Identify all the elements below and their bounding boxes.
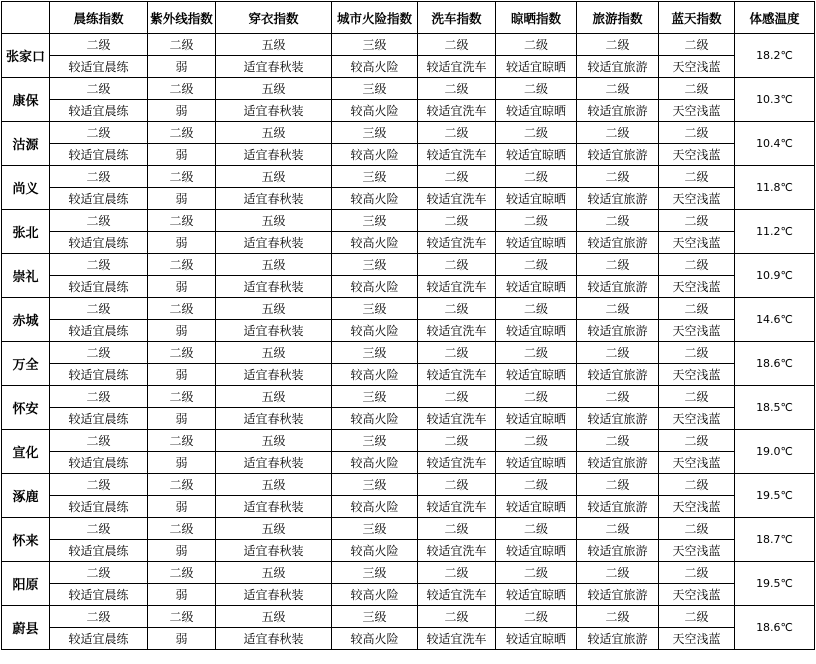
morning-exercise-description: 较适宜晨练 (50, 144, 148, 166)
morning-exercise-grade: 二级 (50, 298, 148, 320)
drying-description: 较适宜晾晒 (496, 144, 577, 166)
fire-risk-description: 较高火险 (332, 408, 418, 430)
morning-exercise-description: 较适宜晨练 (50, 540, 148, 562)
feels-like-temperature: 18.7℃ (735, 518, 815, 562)
morning-exercise-grade: 二级 (50, 122, 148, 144)
header-blue-sky: 蓝天指数 (659, 2, 735, 34)
car-wash-description: 较适宜洗车 (418, 584, 496, 606)
drying-description: 较适宜晾晒 (496, 584, 577, 606)
car-wash-grade: 二级 (418, 474, 496, 496)
city-name: 康保 (2, 78, 50, 122)
blue-sky-description: 天空浅蓝 (659, 100, 735, 122)
car-wash-description: 较适宜洗车 (418, 408, 496, 430)
city-row-descriptions (2, 276, 815, 298)
drying-description: 较适宜晾晒 (496, 452, 577, 474)
fire-risk-grade: 三级 (332, 606, 418, 628)
header-row (2, 2, 815, 34)
travel-grade: 二级 (577, 298, 659, 320)
fire-risk-description: 较高火险 (332, 232, 418, 254)
dressing-description: 适宜春秋装 (216, 496, 332, 518)
car-wash-description: 较适宜洗车 (418, 144, 496, 166)
travel-description: 较适宜旅游 (577, 232, 659, 254)
uv-description: 弱 (148, 364, 216, 386)
fire-risk-description: 较高火险 (332, 276, 418, 298)
fire-risk-grade: 三级 (332, 254, 418, 276)
feels-like-temperature: 19.5℃ (735, 562, 815, 606)
city-row-descriptions (2, 628, 815, 650)
city-name: 阳原 (2, 562, 50, 606)
car-wash-description: 较适宜洗车 (418, 276, 496, 298)
city-row-grades (2, 298, 815, 320)
car-wash-grade: 二级 (418, 254, 496, 276)
city-row-grades (2, 210, 815, 232)
blue-sky-description: 天空浅蓝 (659, 276, 735, 298)
morning-exercise-grade: 二级 (50, 430, 148, 452)
car-wash-grade: 二级 (418, 518, 496, 540)
car-wash-description: 较适宜洗车 (418, 100, 496, 122)
morning-exercise-grade: 二级 (50, 518, 148, 540)
city-name: 万全 (2, 342, 50, 386)
car-wash-grade: 二级 (418, 122, 496, 144)
drying-description: 较适宜晾晒 (496, 320, 577, 342)
header-feels-like: 体感温度 (735, 2, 815, 34)
car-wash-description: 较适宜洗车 (418, 320, 496, 342)
dressing-description: 适宜春秋装 (216, 452, 332, 474)
city-row-grades (2, 562, 815, 584)
fire-risk-grade: 三级 (332, 430, 418, 452)
travel-grade: 二级 (577, 78, 659, 100)
uv-grade: 二级 (148, 430, 216, 452)
morning-exercise-description: 较适宜晨练 (50, 232, 148, 254)
uv-description: 弱 (148, 452, 216, 474)
corner-cell (2, 2, 50, 34)
dressing-description: 适宜春秋装 (216, 232, 332, 254)
city-row-grades (2, 518, 815, 540)
uv-grade: 二级 (148, 298, 216, 320)
morning-exercise-grade: 二级 (50, 606, 148, 628)
blue-sky-description: 天空浅蓝 (659, 188, 735, 210)
travel-grade: 二级 (577, 210, 659, 232)
dressing-grade: 五级 (216, 562, 332, 584)
travel-description: 较适宜旅游 (577, 496, 659, 518)
feels-like-temperature: 19.5℃ (735, 474, 815, 518)
city-row-descriptions (2, 144, 815, 166)
city-row-descriptions (2, 496, 815, 518)
dressing-grade: 五级 (216, 210, 332, 232)
blue-sky-grade: 二级 (659, 562, 735, 584)
travel-description: 较适宜旅游 (577, 56, 659, 78)
table-body (2, 34, 815, 650)
morning-exercise-grade: 二级 (50, 474, 148, 496)
dressing-grade: 五级 (216, 474, 332, 496)
morning-exercise-description: 较适宜晨练 (50, 364, 148, 386)
blue-sky-description: 天空浅蓝 (659, 364, 735, 386)
drying-grade: 二级 (496, 562, 577, 584)
uv-grade: 二级 (148, 254, 216, 276)
blue-sky-description: 天空浅蓝 (659, 408, 735, 430)
city-name: 怀安 (2, 386, 50, 430)
blue-sky-description: 天空浅蓝 (659, 320, 735, 342)
dressing-grade: 五级 (216, 518, 332, 540)
drying-grade: 二级 (496, 430, 577, 452)
travel-description: 较适宜旅游 (577, 628, 659, 650)
drying-grade: 二级 (496, 122, 577, 144)
travel-description: 较适宜旅游 (577, 100, 659, 122)
city-row-grades (2, 474, 815, 496)
travel-description: 较适宜旅游 (577, 188, 659, 210)
fire-risk-grade: 三级 (332, 166, 418, 188)
travel-grade: 二级 (577, 518, 659, 540)
drying-grade: 二级 (496, 166, 577, 188)
drying-description: 较适宜晾晒 (496, 56, 577, 78)
travel-grade: 二级 (577, 562, 659, 584)
uv-grade: 二级 (148, 34, 216, 56)
dressing-description: 适宜春秋装 (216, 540, 332, 562)
dressing-grade: 五级 (216, 34, 332, 56)
blue-sky-grade: 二级 (659, 210, 735, 232)
morning-exercise-grade: 二级 (50, 78, 148, 100)
blue-sky-grade: 二级 (659, 122, 735, 144)
fire-risk-description: 较高火险 (332, 628, 418, 650)
city-name: 沽源 (2, 122, 50, 166)
blue-sky-description: 天空浅蓝 (659, 628, 735, 650)
uv-grade: 二级 (148, 342, 216, 364)
feels-like-temperature: 18.5℃ (735, 386, 815, 430)
dressing-grade: 五级 (216, 342, 332, 364)
uv-description: 弱 (148, 56, 216, 78)
drying-description: 较适宜晾晒 (496, 496, 577, 518)
uv-description: 弱 (148, 144, 216, 166)
dressing-description: 适宜春秋装 (216, 188, 332, 210)
fire-risk-description: 较高火险 (332, 56, 418, 78)
dressing-grade: 五级 (216, 254, 332, 276)
travel-description: 较适宜旅游 (577, 364, 659, 386)
uv-grade: 二级 (148, 210, 216, 232)
fire-risk-grade: 三级 (332, 518, 418, 540)
blue-sky-grade: 二级 (659, 386, 735, 408)
blue-sky-grade: 二级 (659, 254, 735, 276)
dressing-description: 适宜春秋装 (216, 584, 332, 606)
fire-risk-grade: 三级 (332, 210, 418, 232)
blue-sky-grade: 二级 (659, 166, 735, 188)
travel-description: 较适宜旅游 (577, 408, 659, 430)
header-travel: 旅游指数 (577, 2, 659, 34)
city-name: 张北 (2, 210, 50, 254)
morning-exercise-grade: 二级 (50, 254, 148, 276)
city-row-descriptions (2, 452, 815, 474)
travel-description: 较适宜旅游 (577, 584, 659, 606)
morning-exercise-description: 较适宜晨练 (50, 408, 148, 430)
drying-description: 较适宜晾晒 (496, 628, 577, 650)
travel-grade: 二级 (577, 122, 659, 144)
dressing-grade: 五级 (216, 430, 332, 452)
uv-grade: 二级 (148, 78, 216, 100)
header-car-wash: 洗车指数 (418, 2, 496, 34)
blue-sky-description: 天空浅蓝 (659, 144, 735, 166)
car-wash-grade: 二级 (418, 78, 496, 100)
drying-grade: 二级 (496, 518, 577, 540)
feels-like-temperature: 19.0℃ (735, 430, 815, 474)
car-wash-grade: 二级 (418, 166, 496, 188)
blue-sky-description: 天空浅蓝 (659, 540, 735, 562)
uv-grade: 二级 (148, 474, 216, 496)
fire-risk-grade: 三级 (332, 342, 418, 364)
city-name: 尚义 (2, 166, 50, 210)
morning-exercise-description: 较适宜晨练 (50, 276, 148, 298)
travel-description: 较适宜旅游 (577, 276, 659, 298)
fire-risk-description: 较高火险 (332, 540, 418, 562)
fire-risk-description: 较高火险 (332, 144, 418, 166)
blue-sky-grade: 二级 (659, 34, 735, 56)
drying-description: 较适宜晾晒 (496, 408, 577, 430)
feels-like-temperature: 14.6℃ (735, 298, 815, 342)
dressing-grade: 五级 (216, 78, 332, 100)
uv-description: 弱 (148, 540, 216, 562)
city-name: 张家口 (2, 34, 50, 78)
drying-grade: 二级 (496, 254, 577, 276)
blue-sky-grade: 二级 (659, 518, 735, 540)
dressing-description: 适宜春秋装 (216, 408, 332, 430)
uv-description: 弱 (148, 276, 216, 298)
blue-sky-description: 天空浅蓝 (659, 56, 735, 78)
fire-risk-description: 较高火险 (332, 496, 418, 518)
feels-like-temperature: 18.6℃ (735, 606, 815, 650)
morning-exercise-description: 较适宜晨练 (50, 452, 148, 474)
dressing-description: 适宜春秋装 (216, 628, 332, 650)
uv-grade: 二级 (148, 562, 216, 584)
city-row-grades (2, 34, 815, 56)
drying-grade: 二级 (496, 78, 577, 100)
car-wash-description: 较适宜洗车 (418, 452, 496, 474)
city-row-grades (2, 606, 815, 628)
city-row-descriptions (2, 584, 815, 606)
travel-description: 较适宜旅游 (577, 452, 659, 474)
fire-risk-grade: 三级 (332, 386, 418, 408)
city-row-descriptions (2, 408, 815, 430)
drying-grade: 二级 (496, 474, 577, 496)
morning-exercise-grade: 二级 (50, 166, 148, 188)
drying-description: 较适宜晾晒 (496, 232, 577, 254)
dressing-description: 适宜春秋装 (216, 364, 332, 386)
car-wash-grade: 二级 (418, 430, 496, 452)
travel-grade: 二级 (577, 254, 659, 276)
morning-exercise-grade: 二级 (50, 34, 148, 56)
fire-risk-grade: 三级 (332, 122, 418, 144)
city-name: 蔚县 (2, 606, 50, 650)
dressing-grade: 五级 (216, 122, 332, 144)
travel-description: 较适宜旅游 (577, 320, 659, 342)
travel-grade: 二级 (577, 474, 659, 496)
feels-like-temperature: 10.9℃ (735, 254, 815, 298)
travel-grade: 二级 (577, 166, 659, 188)
city-row-descriptions (2, 188, 815, 210)
car-wash-description: 较适宜洗车 (418, 628, 496, 650)
dressing-description: 适宜春秋装 (216, 100, 332, 122)
blue-sky-description: 天空浅蓝 (659, 496, 735, 518)
drying-description: 较适宜晾晒 (496, 276, 577, 298)
uv-description: 弱 (148, 628, 216, 650)
dressing-grade: 五级 (216, 386, 332, 408)
fire-risk-grade: 三级 (332, 562, 418, 584)
city-row-descriptions (2, 100, 815, 122)
fire-risk-grade: 三级 (332, 474, 418, 496)
car-wash-description: 较适宜洗车 (418, 496, 496, 518)
morning-exercise-grade: 二级 (50, 210, 148, 232)
morning-exercise-description: 较适宜晨练 (50, 56, 148, 78)
blue-sky-grade: 二级 (659, 606, 735, 628)
dressing-grade: 五级 (216, 166, 332, 188)
feels-like-temperature: 10.3℃ (735, 78, 815, 122)
uv-grade: 二级 (148, 606, 216, 628)
city-row-grades (2, 386, 815, 408)
travel-grade: 二级 (577, 34, 659, 56)
car-wash-grade: 二级 (418, 606, 496, 628)
city-name: 怀来 (2, 518, 50, 562)
morning-exercise-grade: 二级 (50, 386, 148, 408)
header-dressing: 穿衣指数 (216, 2, 332, 34)
car-wash-grade: 二级 (418, 210, 496, 232)
drying-description: 较适宜晾晒 (496, 188, 577, 210)
morning-exercise-description: 较适宜晨练 (50, 496, 148, 518)
car-wash-grade: 二级 (418, 298, 496, 320)
city-row-descriptions (2, 56, 815, 78)
city-row-grades (2, 78, 815, 100)
uv-description: 弱 (148, 408, 216, 430)
travel-grade: 二级 (577, 386, 659, 408)
car-wash-description: 较适宜洗车 (418, 56, 496, 78)
city-row-grades (2, 122, 815, 144)
weather-index-table (1, 1, 815, 650)
morning-exercise-grade: 二级 (50, 562, 148, 584)
blue-sky-grade: 二级 (659, 342, 735, 364)
car-wash-grade: 二级 (418, 342, 496, 364)
blue-sky-grade: 二级 (659, 298, 735, 320)
city-row-descriptions (2, 540, 815, 562)
header-fire-risk: 城市火险指数 (332, 2, 418, 34)
uv-description: 弱 (148, 232, 216, 254)
dressing-description: 适宜春秋装 (216, 276, 332, 298)
city-name: 赤城 (2, 298, 50, 342)
drying-description: 较适宜晾晒 (496, 364, 577, 386)
feels-like-temperature: 10.4℃ (735, 122, 815, 166)
travel-description: 较适宜旅游 (577, 144, 659, 166)
feels-like-temperature: 11.2℃ (735, 210, 815, 254)
header-uv: 紫外线指数 (148, 2, 216, 34)
blue-sky-grade: 二级 (659, 430, 735, 452)
car-wash-description: 较适宜洗车 (418, 188, 496, 210)
morning-exercise-grade: 二级 (50, 342, 148, 364)
drying-grade: 二级 (496, 342, 577, 364)
car-wash-description: 较适宜洗车 (418, 540, 496, 562)
uv-description: 弱 (148, 188, 216, 210)
uv-grade: 二级 (148, 386, 216, 408)
blue-sky-description: 天空浅蓝 (659, 232, 735, 254)
feels-like-temperature: 11.8℃ (735, 166, 815, 210)
city-name: 涿鹿 (2, 474, 50, 518)
dressing-grade: 五级 (216, 606, 332, 628)
morning-exercise-description: 较适宜晨练 (50, 628, 148, 650)
morning-exercise-description: 较适宜晨练 (50, 100, 148, 122)
city-row-grades (2, 342, 815, 364)
travel-grade: 二级 (577, 606, 659, 628)
drying-grade: 二级 (496, 606, 577, 628)
drying-description: 较适宜晾晒 (496, 100, 577, 122)
fire-risk-grade: 三级 (332, 34, 418, 56)
drying-grade: 二级 (496, 34, 577, 56)
city-row-grades (2, 430, 815, 452)
city-row-grades (2, 254, 815, 276)
drying-grade: 二级 (496, 386, 577, 408)
fire-risk-description: 较高火险 (332, 364, 418, 386)
fire-risk-description: 较高火险 (332, 100, 418, 122)
city-row-descriptions (2, 364, 815, 386)
city-name: 崇礼 (2, 254, 50, 298)
drying-grade: 二级 (496, 298, 577, 320)
uv-description: 弱 (148, 100, 216, 122)
car-wash-grade: 二级 (418, 34, 496, 56)
uv-description: 弱 (148, 496, 216, 518)
drying-description: 较适宜晾晒 (496, 540, 577, 562)
drying-grade: 二级 (496, 210, 577, 232)
fire-risk-grade: 三级 (332, 78, 418, 100)
fire-risk-description: 较高火险 (332, 584, 418, 606)
fire-risk-description: 较高火险 (332, 320, 418, 342)
uv-grade: 二级 (148, 122, 216, 144)
uv-grade: 二级 (148, 518, 216, 540)
blue-sky-description: 天空浅蓝 (659, 452, 735, 474)
city-name: 宣化 (2, 430, 50, 474)
blue-sky-description: 天空浅蓝 (659, 584, 735, 606)
dressing-description: 适宜春秋装 (216, 320, 332, 342)
morning-exercise-description: 较适宜晨练 (50, 320, 148, 342)
blue-sky-grade: 二级 (659, 474, 735, 496)
dressing-description: 适宜春秋装 (216, 56, 332, 78)
city-row-descriptions (2, 232, 815, 254)
car-wash-description: 较适宜洗车 (418, 232, 496, 254)
feels-like-temperature: 18.6℃ (735, 342, 815, 386)
feels-like-temperature: 18.2℃ (735, 34, 815, 78)
uv-grade: 二级 (148, 166, 216, 188)
travel-grade: 二级 (577, 342, 659, 364)
uv-description: 弱 (148, 320, 216, 342)
fire-risk-description: 较高火险 (332, 188, 418, 210)
car-wash-grade: 二级 (418, 562, 496, 584)
blue-sky-grade: 二级 (659, 78, 735, 100)
car-wash-grade: 二级 (418, 386, 496, 408)
header-drying: 晾晒指数 (496, 2, 577, 34)
car-wash-description: 较适宜洗车 (418, 364, 496, 386)
city-row-descriptions (2, 320, 815, 342)
morning-exercise-description: 较适宜晨练 (50, 188, 148, 210)
morning-exercise-description: 较适宜晨练 (50, 584, 148, 606)
dressing-grade: 五级 (216, 298, 332, 320)
travel-grade: 二级 (577, 430, 659, 452)
dressing-description: 适宜春秋装 (216, 144, 332, 166)
city-row-grades (2, 166, 815, 188)
header-morning-exercise: 晨练指数 (50, 2, 148, 34)
fire-risk-grade: 三级 (332, 298, 418, 320)
uv-description: 弱 (148, 584, 216, 606)
travel-description: 较适宜旅游 (577, 540, 659, 562)
fire-risk-description: 较高火险 (332, 452, 418, 474)
